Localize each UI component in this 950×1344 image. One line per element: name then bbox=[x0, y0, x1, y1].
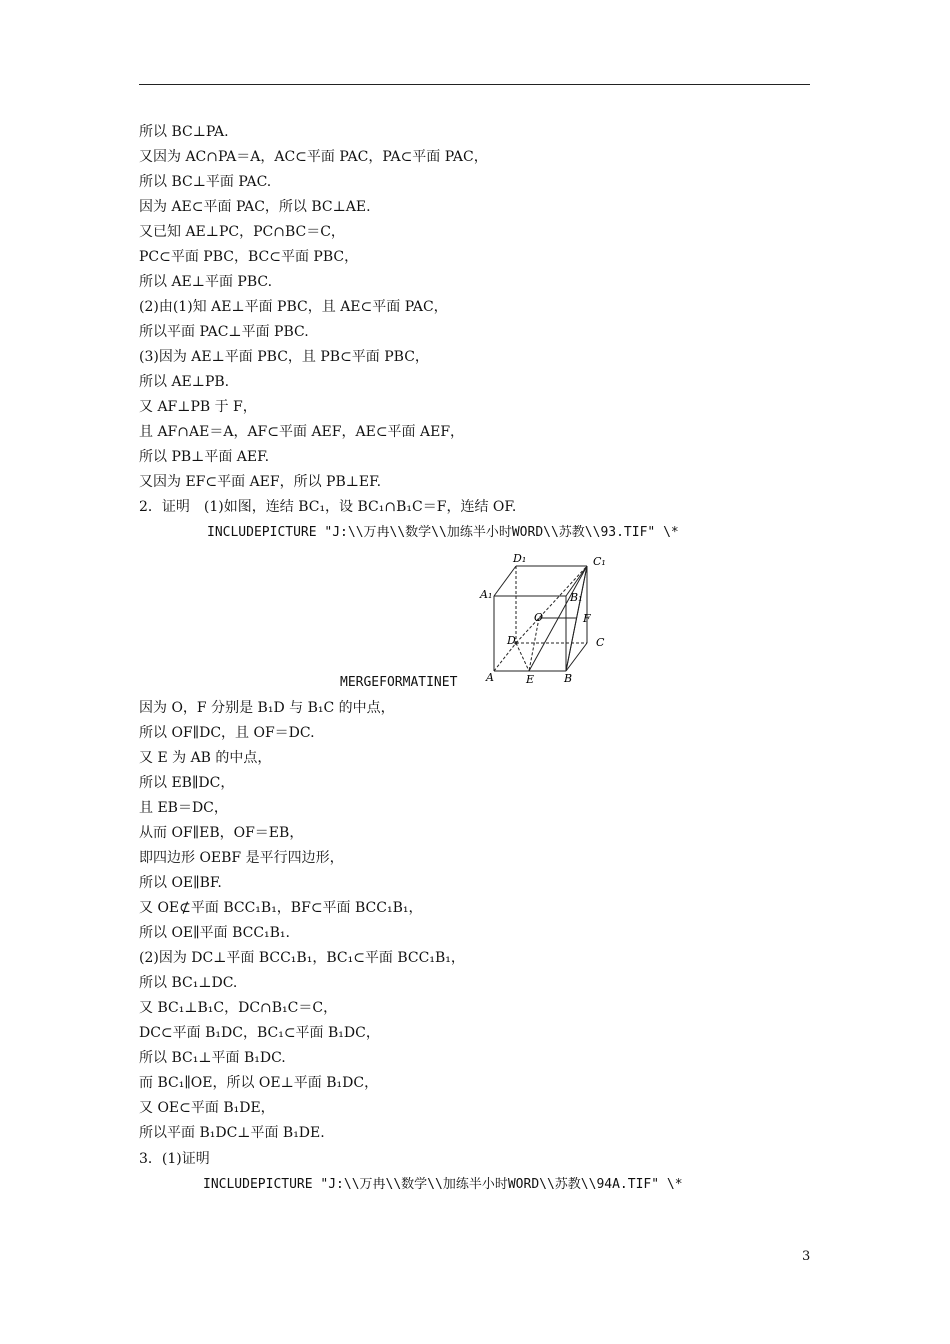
include-picture-field: INCLUDEPICTURE "J:\\万冉\\数学\\加练半小时WORD\\苏教\\94A.TIF" \* bbox=[203, 1177, 683, 1192]
text-line: 所以 OE∥BF. bbox=[139, 875, 222, 891]
text-line: 所以平面 B₁DC⊥平面 B₁DE. bbox=[139, 1125, 325, 1141]
label-o: O bbox=[534, 611, 544, 624]
text-line: (2)由(1)知 AE⊥平面 PBC，且 AE⊂平面 PAC， bbox=[139, 299, 448, 315]
label-d1: D₁ bbox=[513, 552, 527, 565]
text-line: 因为 O，F 分别是 B₁D 与 B₁C 的中点， bbox=[139, 700, 395, 716]
text-line: (3)因为 AE⊥平面 PBC，且 PB⊂平面 PBC， bbox=[139, 349, 429, 365]
text-line: 且 EB＝DC， bbox=[139, 800, 228, 816]
label-c1: C₁ bbox=[593, 555, 606, 568]
text-line: 所以 EB∥DC， bbox=[139, 775, 235, 791]
text-line: 从而 OF∥EB，OF＝EB， bbox=[139, 825, 304, 841]
text-line: 所以 BC₁⊥平面 B₁DC. bbox=[139, 1050, 286, 1066]
label-d: D bbox=[507, 634, 516, 647]
text-line: 所以 OE∥平面 BCC₁B₁. bbox=[139, 925, 290, 941]
text-line: PC⊂平面 PBC，BC⊂平面 PBC， bbox=[139, 249, 359, 265]
label-e: E bbox=[526, 673, 535, 686]
text-line: 即四边形 OEBF 是平行四边形， bbox=[139, 850, 344, 866]
text-line: 所以 BC⊥PA. bbox=[139, 124, 229, 140]
text-line: 又已知 AE⊥PC，PC∩BC＝C， bbox=[139, 224, 345, 240]
text-line: 又 OE⊄平面 BCC₁B₁，BF⊂平面 BCC₁B₁， bbox=[139, 900, 423, 916]
text-line: 又 E 为 AB 的中点， bbox=[139, 750, 272, 766]
page-number: 3 bbox=[802, 1249, 811, 1264]
text-line: 所以平面 PAC⊥平面 PBC. bbox=[139, 324, 309, 340]
text-line: 而 BC₁∥OE，所以 OE⊥平面 B₁DC， bbox=[139, 1075, 379, 1091]
text-line: 又 AF⊥PB 于 F， bbox=[139, 399, 257, 415]
label-a: A bbox=[486, 671, 494, 684]
text-line: 因为 AE⊂平面 PAC，所以 BC⊥AE. bbox=[139, 199, 371, 215]
text-line: 所以 AE⊥PB. bbox=[139, 374, 230, 390]
cube-figure bbox=[478, 548, 616, 686]
text-line: 又因为 EF⊂平面 AEF，所以 PB⊥EF. bbox=[139, 474, 382, 490]
merge-format-field: MERGEFORMATINET bbox=[340, 675, 458, 690]
header-rule bbox=[139, 84, 810, 85]
text-line: 所以 PB⊥平面 AEF. bbox=[139, 449, 270, 465]
text-line: 所以 BC⊥平面 PAC. bbox=[139, 174, 272, 190]
text-line: (2)因为 DC⊥平面 BCC₁B₁，BC₁⊂平面 BCC₁B₁， bbox=[139, 950, 465, 966]
label-f: F bbox=[583, 612, 591, 625]
text-line: 又 BC₁⊥B₁C，DC∩B₁C＝C， bbox=[139, 1000, 338, 1016]
text-line: 且 AF∩AE＝A，AF⊂平面 AEF，AE⊂平面 AEF， bbox=[139, 424, 465, 440]
text-line: 3．(1)证明 bbox=[139, 1151, 210, 1167]
text-line: 2．证明 (1)如图，连结 BC₁，设 BC₁∩B₁C＝F，连结 OF. bbox=[139, 499, 517, 515]
text-line: 又因为 AC∩PA＝A，AC⊂平面 PAC，PA⊂平面 PAC， bbox=[139, 149, 488, 165]
include-picture-field: INCLUDEPICTURE "J:\\万冉\\数学\\加练半小时WORD\\苏教\\93.TIF" \* bbox=[207, 525, 679, 540]
label-b: B bbox=[564, 672, 573, 685]
text-line: 又 OE⊂平面 B₁DE， bbox=[139, 1100, 275, 1116]
text-line: 所以 OF∥DC，且 OF＝DC. bbox=[139, 725, 315, 741]
label-a1: A₁ bbox=[480, 588, 493, 601]
label-b1: B₁ bbox=[570, 591, 583, 604]
label-c: C bbox=[596, 636, 605, 649]
text-line: 所以 AE⊥平面 PBC. bbox=[139, 274, 273, 290]
text-line: DC⊂平面 B₁DC，BC₁⊂平面 B₁DC， bbox=[139, 1025, 380, 1041]
text-line: 所以 BC₁⊥DC. bbox=[139, 975, 238, 991]
